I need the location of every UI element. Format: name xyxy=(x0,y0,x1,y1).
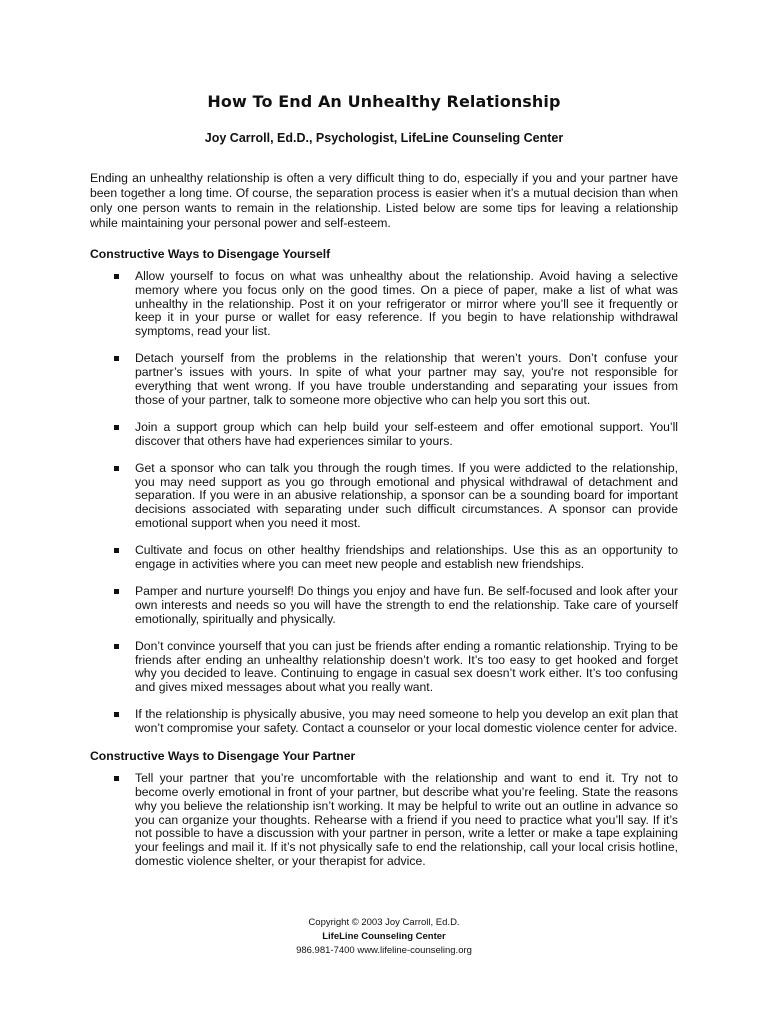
footer-org-name: LifeLine Counseling Center xyxy=(322,931,446,942)
list-item-text: Tell your partner that you’re uncomfortable with the relationship and want to end it. Try not to become overly emotional in front of your partner, but describe what you’re feeling. State the reasons why you believe the relationship isn’t working. It may be helpful to write out an outline in advance so you can organize your thoughts. Rehearse with a friend if you need to practice what you’ll say. If it’s not possible to have a discussion with your partner in person, write a letter or make a tape explaining your feelings and mail it. If it’s not physically safe to end the relationship, call your local crisis hotline, domestic violence shelter, or your therapist for advice. xyxy=(135,771,678,868)
list-item-text: Don’t convince yourself that you can just be friends after ending a romantic relationship. Trying to be friends after ending an unhealthy relationship doesn’t work. It’s too easy to get hooked and forget why you decided to leave. Continuing to engage in casual sex doesn’t work either. It’s too confusing and gives mixed messages about what you really want. xyxy=(135,638,678,694)
list-item xyxy=(90,772,678,868)
intro-paragraph: Ending an unhealthy relationship is often a very difficult thing to do, especially if you and your partner have been together a long time. Of course, the separation process is easier when it’s a mutual decision than when only one person wants to remain in the relationship. Listed below are some tips for leaving a relationship while maintaining your personal power and self-esteem. xyxy=(90,171,678,230)
square-bullet-icon xyxy=(114,589,119,594)
square-bullet-icon xyxy=(114,466,119,471)
copyright-line: Copyright © 2003 Joy Carroll, Ed.D. xyxy=(308,917,460,928)
section-heading-disengage-yourself: Constructive Ways to Disengage Yourself xyxy=(90,247,331,261)
square-bullet-icon xyxy=(114,644,119,649)
page-footer xyxy=(0,916,768,958)
list-item xyxy=(90,462,678,531)
list-item xyxy=(90,270,678,339)
tips-list-partner xyxy=(90,772,678,868)
square-bullet-icon xyxy=(114,356,119,361)
square-bullet-icon xyxy=(114,712,119,717)
list-item-text: Join a support group which can help build your self-esteem and offer emotional support. You’ll discover that others have had experiences similar to yours. xyxy=(135,419,678,448)
list-item-text: Cultivate and focus on other healthy friendships and relationships. Use this as an opportunity to engage in activities where you can meet new people and establish new friendships. xyxy=(135,543,678,571)
list-item-text: Allow yourself to focus on what was unhealthy about the relationship. Avoid having a selective memory where you focus only on the good times. On a piece of paper, make a list of what was unhealthy in the relationship. Post it on your refrigerator or mirror where you’ll see it frequently or keep it in your purse or wallet for easy reference. If you begin to have relationship withdrawal symptoms, read your list. xyxy=(135,269,678,338)
document-title: How To End An Unhealthy Relationship xyxy=(207,92,561,111)
list-item xyxy=(90,640,678,695)
square-bullet-icon xyxy=(114,274,119,279)
list-item xyxy=(90,544,678,572)
list-item xyxy=(90,421,678,449)
section-heading-disengage-partner: Constructive Ways to Disengage Your Partner xyxy=(90,749,356,764)
square-bullet-icon xyxy=(114,425,119,430)
list-item-text: Pamper and nurture yourself! Do things you enjoy and have fun. Be self-focused and look after your own interests and needs so you will have the strength to end the relationship. Take care of yourself emotionally, spiritually and physically. xyxy=(135,584,678,626)
author-line: Joy Carroll, Ed.D., Psychologist, LifeLine Counseling Center xyxy=(204,131,564,145)
list-item-text: If the relationship is physically abusive, you may need someone to help you develop an exit plan that won’t compromise your safety. Contact a counselor or your local domestic violence center for advice. xyxy=(135,707,678,735)
list-item xyxy=(90,585,678,626)
tips-list-yourself xyxy=(90,270,678,736)
square-bullet-icon xyxy=(114,776,119,781)
list-item-text: Detach yourself from the problems in the relationship that weren’t yours. Don’t confuse your partner’s issues with yours. In spite of what your partner may say, you're not responsible for everything that went wrong. If you have trouble understanding and separating your issues from those of your partner, talk to someone more objective who can help you sort this out. xyxy=(135,351,678,407)
list-item xyxy=(90,708,678,736)
footer-contact: 986.981-7400 www.lifeline-counseling.org xyxy=(296,945,472,956)
list-item xyxy=(90,352,678,407)
square-bullet-icon xyxy=(114,548,119,553)
list-item-text: Get a sponsor who can talk you through the rough times. If you were addicted to the relationship, you may need support as you go through emotional and physical withdrawal of detachment and separation. If you were in an abusive relationship, a sponsor can be a sounding board for important decisions associated with separating under such difficult circumstances. A sponsor can provide emotional support when you need it most. xyxy=(135,460,678,530)
